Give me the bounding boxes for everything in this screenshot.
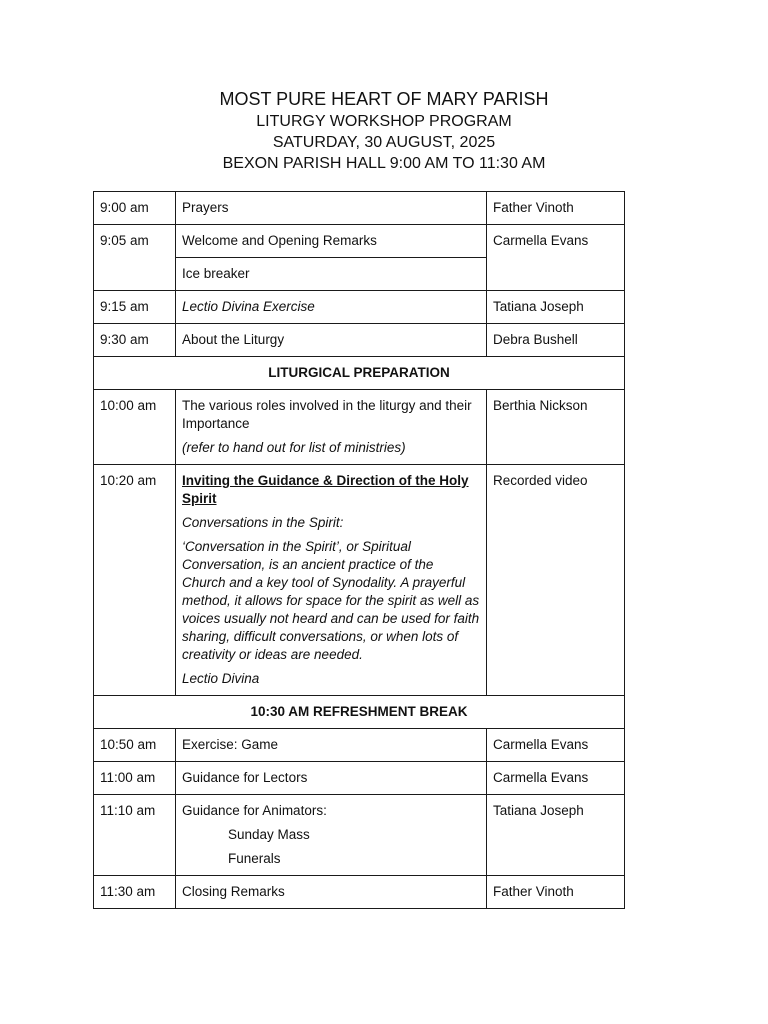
table-row [94, 795, 625, 876]
table-row [94, 465, 625, 696]
activity-text: The various roles involved in the liturgy and their Importance [182, 398, 472, 431]
time-cell: 11:00 am [94, 762, 176, 795]
table-row [94, 762, 625, 795]
time-cell: 11:30 am [94, 876, 176, 909]
section-row [94, 696, 625, 729]
program-table [93, 191, 625, 909]
table-row [94, 324, 625, 357]
activity-cell: Ice breaker [176, 258, 487, 291]
activity-subheading: Conversations in the Spirit: [182, 515, 344, 530]
presenter-cell: Father Vinoth [487, 192, 625, 225]
activity-cell [176, 390, 487, 465]
presenter-cell: Carmella Evans [487, 762, 625, 795]
table-row [94, 729, 625, 762]
section-heading-refreshment-break: 10:30 AM REFRESHMENT BREAK [94, 696, 625, 729]
time-cell: 9:15 am [94, 291, 176, 324]
table-row [94, 225, 625, 258]
program-venue: BEXON PARISH HALL 9:00 AM TO 11:30 AM [222, 155, 546, 172]
presenter-cell: Recorded video [487, 465, 625, 696]
activity-subitem-sunday-mass: Sunday Mass [228, 827, 310, 842]
activity-cell: About the Liturgy [176, 324, 487, 357]
table-row [94, 876, 625, 909]
section-heading-liturgical-preparation: LITURGICAL PREPARATION [94, 357, 625, 390]
time-cell: 11:10 am [94, 795, 176, 876]
table-row [94, 291, 625, 324]
presenter-cell: Tatiana Joseph [487, 795, 625, 876]
activity-cell: Lectio Divina Exercise [176, 291, 487, 324]
time-cell: 10:50 am [94, 729, 176, 762]
presenter-cell: Carmella Evans [487, 729, 625, 762]
time-cell: 9:05 am [94, 225, 176, 291]
activity-cell: Guidance for Lectors [176, 762, 487, 795]
activity-cell: Prayers [176, 192, 487, 225]
time-cell: 10:20 am [94, 465, 176, 696]
section-row [94, 357, 625, 390]
document-header [0, 88, 768, 174]
activity-subitem-funerals: Funerals [228, 851, 281, 866]
presenter-cell: Carmella Evans [487, 225, 625, 291]
activity-cell [176, 795, 487, 876]
program-title: LITURGY WORKSHOP PROGRAM [256, 113, 512, 130]
table-row [94, 192, 625, 225]
activity-cell: Welcome and Opening Remarks [176, 225, 487, 258]
activity-cell: Closing Remarks [176, 876, 487, 909]
activity-cell: Exercise: Game [176, 729, 487, 762]
program-date: SATURDAY, 30 AUGUST, 2025 [272, 134, 496, 151]
table-row [94, 390, 625, 465]
activity-heading: Inviting the Guidance & Direction of the Holy Spirit [182, 473, 469, 506]
activity-note: (refer to hand out for list of ministries) [182, 440, 406, 455]
time-cell: 10:00 am [94, 390, 176, 465]
presenter-cell: Debra Bushell [487, 324, 625, 357]
activity-description: ‘Conversation in the Spirit’, or Spiritual Conversation, is an ancient practice of the Church and a key tool of Synodality. A prayerful method, it allows for space for the spirit as well as voices usually not heard and can be used for faith sharing, difficult conversations, or when lots of creativity or ideas are needed. [182, 539, 480, 662]
activity-closing: Lectio Divina [182, 671, 260, 686]
time-cell: 9:30 am [94, 324, 176, 357]
activity-text: Guidance for Animators: [182, 803, 327, 818]
presenter-cell: Father Vinoth [487, 876, 625, 909]
presenter-cell: Berthia Nickson [487, 390, 625, 465]
presenter-cell: Tatiana Joseph [487, 291, 625, 324]
time-cell: 9:00 am [94, 192, 176, 225]
parish-title: MOST PURE HEART OF MARY PARISH [219, 89, 549, 109]
activity-cell [176, 465, 487, 696]
